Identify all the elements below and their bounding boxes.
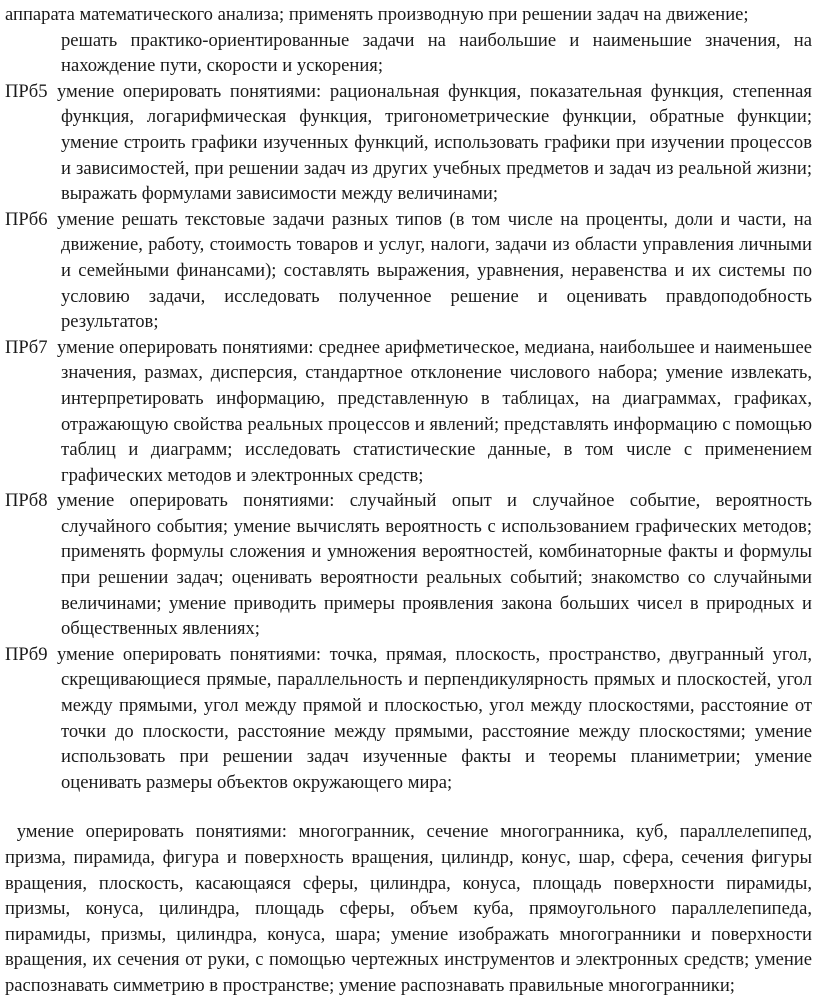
final-paragraph (5, 819, 812, 998)
requirement-item-prb9 (5, 642, 812, 796)
requirement-text: умение оперировать понятиями: случайный опыт и случайное событие, вероятность случайного события; умение вычислять вероятность с использованием графических методов; применять формулы сложения и умножения вероятностей, комбинаторные факты и формулы при решении задач; оценивать вероятности реальных событий; знакомство со случайными величинами; умение приводить примеры проявления закона больших чисел в природных и общественных явлениях; (57, 490, 812, 640)
requirement-text: умение решать текстовые задачи разных типов (в том числе на проценты, доли и части, на движение, работу, стоимость товаров и услуг, налоги, задачи из области управления личными и семейными финансами); составлять выражения, уравнения, неравенства и их системы по условию задачи, исследовать полученное решение и оценивать правдоподобность результатов; (57, 208, 812, 333)
intro-first-line: аппарата математического анализа; применять производную при решении задач на движение; (5, 4, 749, 25)
requirement-item-prb8 (5, 488, 812, 642)
paragraph-gap (5, 795, 812, 819)
requirement-text: умение оперировать понятиями: точка, прямая, плоскость, пространство, двугранный угол, скрещивающиеся прямые, параллельность и перпендикулярность прямых и плоскостей, угол между прямыми, угол между прямой и плоскостью, угол между плоскостями, расстояние от точки до плоскости, расстояние между прямыми, расстояние между плоскостями; умение использовать при решении задач изученные факты и теоремы планиметрии; умение оценивать размеры объектов окружающего мира; (57, 643, 812, 793)
final-paragraph-text: умение оперировать понятиями: многогранник, сечение многогранника, куб, параллелепипед, призма, пирамида, фигура и поверхность вращения, цилиндр, конус, шар, сфера, сечения фигуры вращения, плоскость, касающаяся сферы, цилиндра, конуса, площадь поверхности пирамиды, призмы, конуса, цилиндра, площадь сферы, объем куба, прямоугольного параллелепипеда, пирамиды, призмы, цилиндра, конуса, шара; умение изображать многогранники и поверхности вращения, их сечения от руки, с помощью чертежных инструментов и электронных средств; умение распознавать симметрию в пространстве; умение распознавать правильные многогранники; (5, 821, 812, 996)
requirement-code: ПРб5 (5, 80, 48, 102)
requirement-item-prb7 (5, 335, 812, 489)
requirement-code: ПРб6 (5, 208, 48, 230)
intro-continuation: решать практико-ориентированные задачи на наибольшие и наименьшие значения, на нахождение пути, скорости и ускорения; (61, 29, 812, 77)
requirement-code: ПРб7 (5, 336, 48, 358)
requirement-item-prb5 (5, 79, 812, 207)
requirement-item-prb6 (5, 207, 812, 335)
requirement-code: ПРб9 (5, 643, 48, 665)
requirement-code: ПРб8 (5, 490, 48, 512)
requirement-text: умение оперировать понятиями: среднее арифметическое, медиана, наибольшее и наименьшее значения, размах, дисперсия, стандартное отклонение числового набора; умение извлекать, интерпретировать информацию, представленную в таблицах, на диаграммах, графиках, отражающую свойства реальных процессов и явлений; представлять информацию с помощью таблиц и диаграмм; исследовать статистические данные, в том числе с применением графических методов и электронных средств; (57, 336, 812, 486)
requirement-text: умение оперировать понятиями: рациональная функция, показательная функция, степенная функция, логарифмическая функция, тригонометрические функции, обратные функции; умение строить графики изученных функций, использовать графики при изучении процессов и зависимостей, при решении задач из других учебных предметов и задач из реальной жизни; выражать формулами зависимости между величинами; (57, 80, 812, 205)
